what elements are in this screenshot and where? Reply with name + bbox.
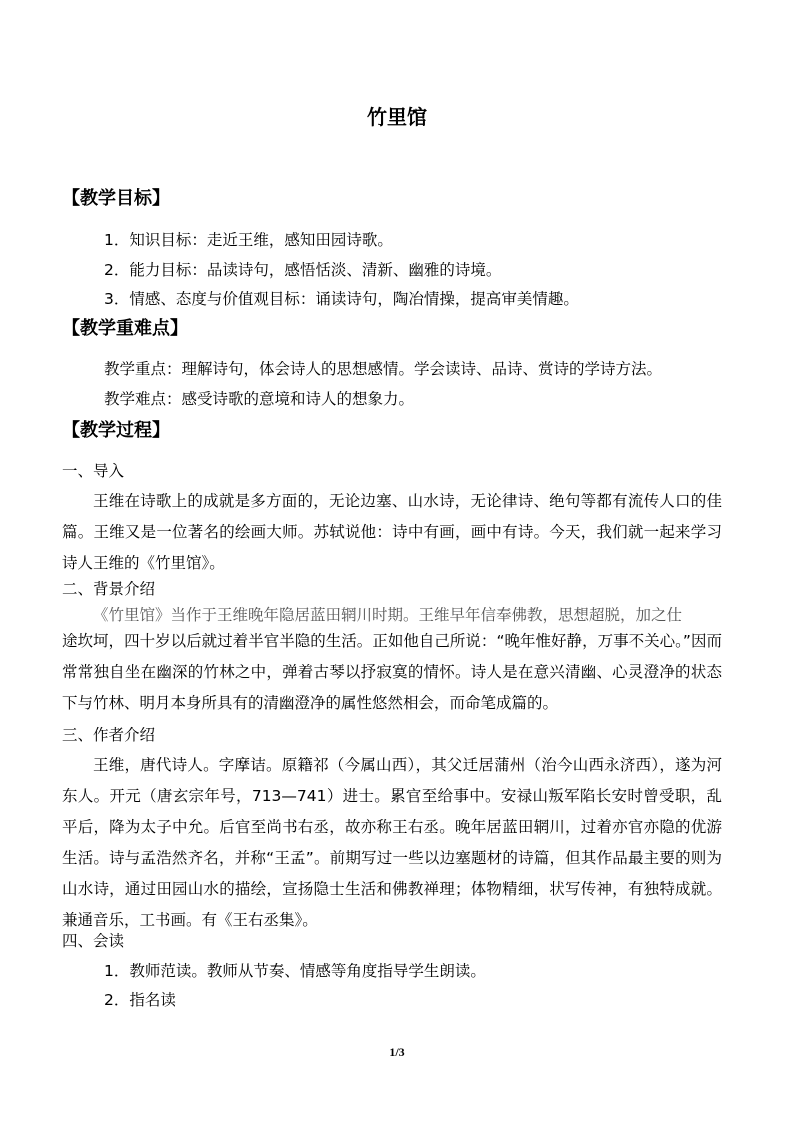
reading-item-1: 1．教师范读。教师从节奏、情感等角度指导学生朗读。	[104, 962, 486, 980]
page-title: 竹里馆	[367, 105, 427, 129]
page-number: 1/3	[389, 1045, 405, 1059]
difficult-point-item: 教学难点：感受诗歌的意境和诗人的想象力。	[104, 390, 415, 408]
heading-key-points: 【教学重难点】	[62, 318, 188, 339]
heading-teaching-goals: 【教学目标】	[62, 188, 170, 209]
goal-item-1: 1．知识目标：走近王维，感知田园诗歌。	[104, 231, 393, 249]
reading-item-2: 2．指名读	[104, 991, 176, 1009]
background-paragraph-first-line: 《竹里馆》当作于王维晚年隐居蓝田辋川时期。王维早年信奉佛教，思想超脱，加之仕	[93, 606, 683, 624]
heading-teaching-process: 【教学过程】	[62, 420, 170, 441]
background-paragraph: 途坎坷，四十岁以后就过着半官半隐的生活。正如他自己所说：“晚年惟好静，万事不关心。”因而常常独自坐在幽深的竹林之中，弹着古琴以抒寂寞的情怀。诗人是在意兴清幽、心灵澄净的状态下与竹林、明月本身所具有的清幽澄净的属性悠然相会，而命笔成篇的。	[62, 632, 722, 712]
subheading-author: 三、作者介绍	[62, 726, 156, 744]
subheading-background: 二、背景介绍	[62, 580, 156, 598]
goal-item-2: 2．能力目标：品读诗句，感悟恬淡、清新、幽雅的诗境。	[104, 261, 502, 279]
key-point-item: 教学重点：理解诗句，体会诗人的思想感情。学会读诗、品诗、赏诗的学诗方法。	[104, 360, 663, 378]
subheading-intro: 一、导入	[62, 462, 125, 480]
subheading-reading: 四、会读	[62, 932, 125, 950]
goal-item-3: 3．情感、态度与价值观目标：诵读诗句，陶冶情操，提高审美情趣。	[104, 290, 579, 308]
author-paragraph: 王维，唐代诗人。字摩诘。原籍祁（今属山西），其父迁居蒲州（治今山西永济西），遂为河东人。开元（唐玄宗年号，713—741）进士。累官至给事中。安禄山叛军陷长安时曾受职，乱平后，降为太子中允。后官至尚书右丞，故亦称王右丞。晚年居蓝田辋川，过着亦官亦隐的优游生活。诗与孟浩然齐名，并称“王孟”。前期写过一些以边塞题材的诗篇，但其作品最主要的则为山水诗，通过田园山水的描绘，宣扬隐士生活和佛教禅理；体物精细，状写传神，有独特成就。兼通音乐，工书画。有《王右丞集》。	[62, 756, 722, 929]
intro-paragraph: 王维在诗歌上的成就是多方面的，无论边塞、山水诗，无论律诗、绝句等都有流传人口的佳篇。王维又是一位著名的绘画大师。苏轼说他：诗中有画，画中有诗。今天，我们就一起来学习诗人王维的《竹里馆》。	[62, 492, 722, 572]
